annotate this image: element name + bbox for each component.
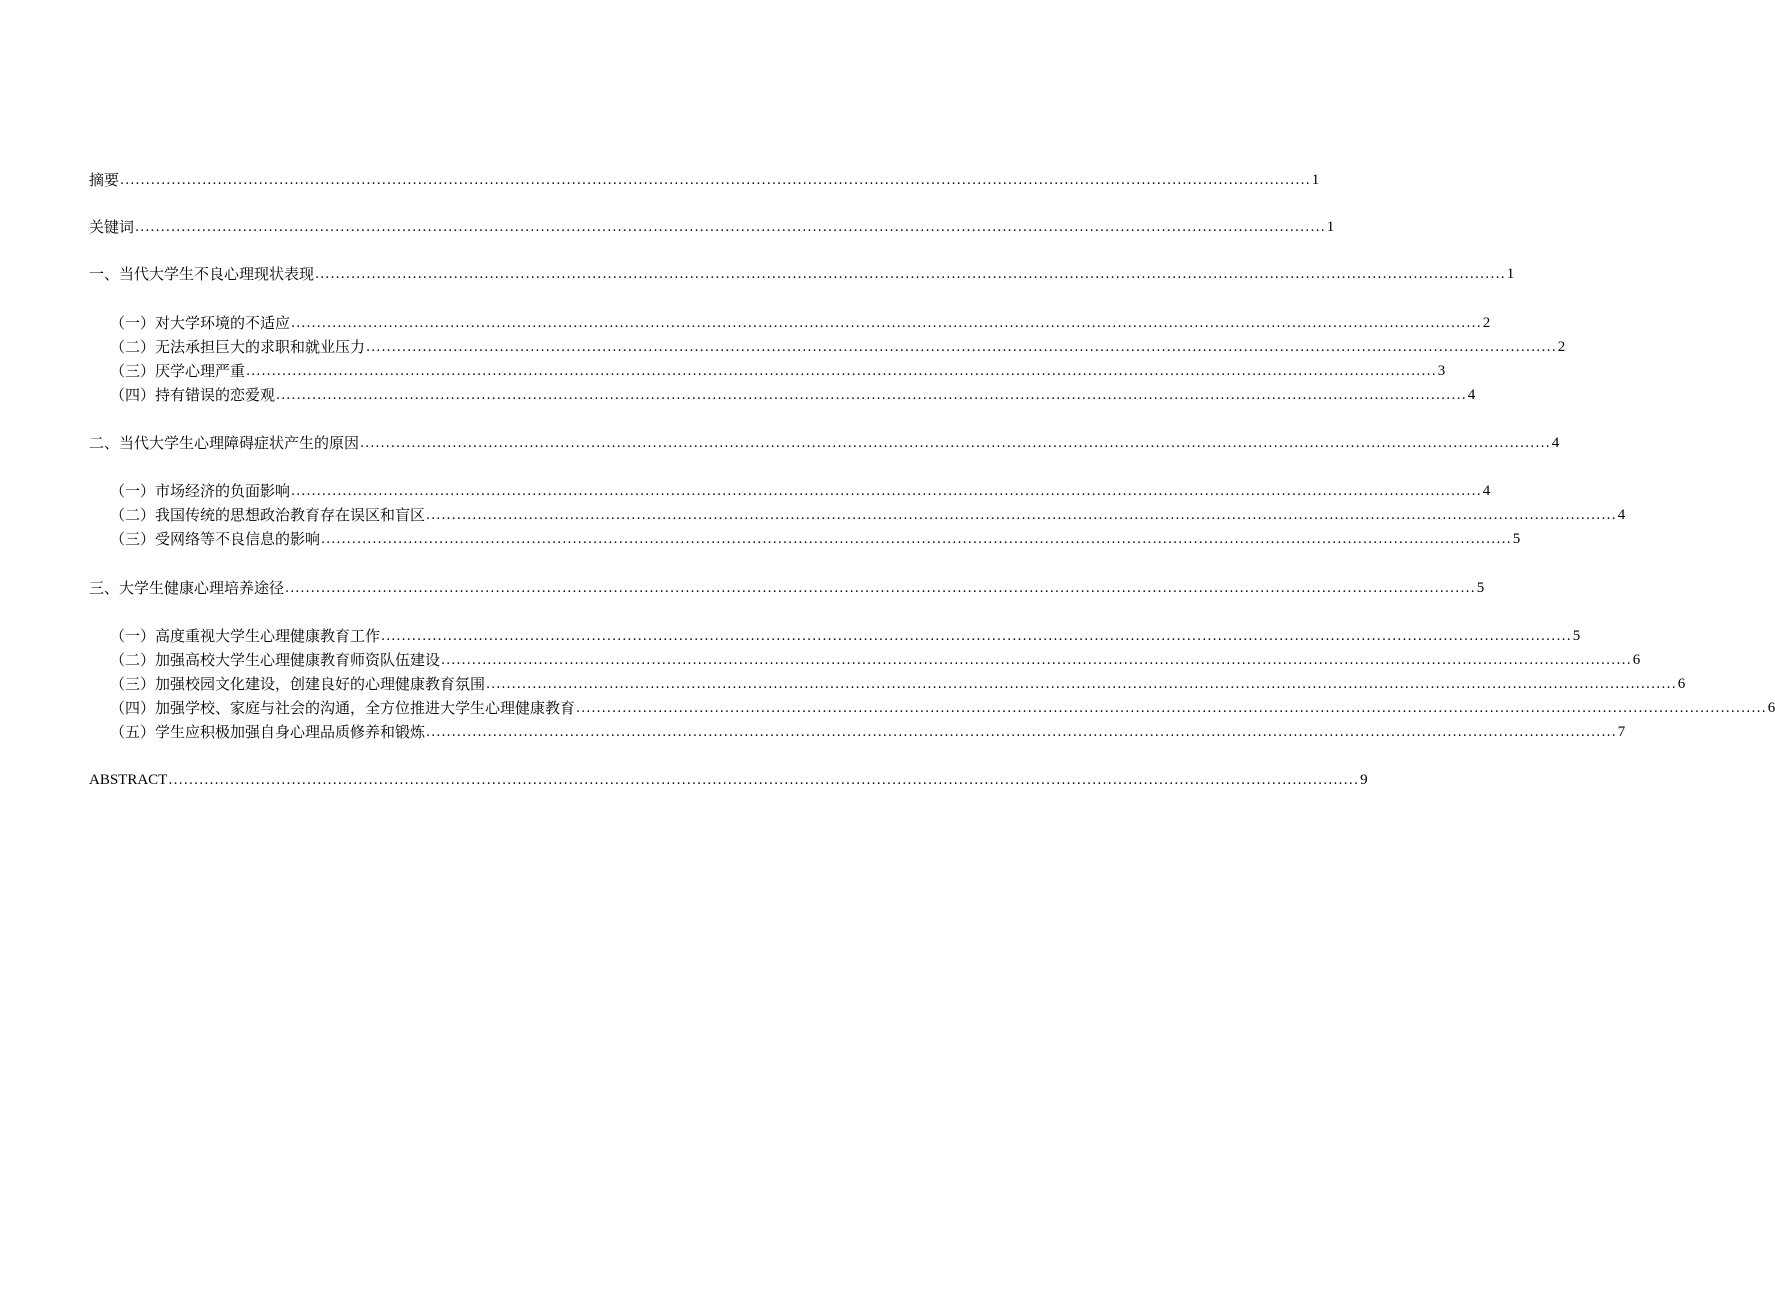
toc-entry-abstract-en[interactable] [89, 767, 1368, 789]
toc-leader-dots: ........................................................................................................................................................................................................................................ [426, 725, 1617, 740]
toc-leader-dots: ........................................................................................................................................................................................................................................ [441, 653, 1632, 668]
toc-leader-dots: ........................................................................................................................................................................................................................................ [315, 267, 1506, 282]
toc-entry-section-2-3[interactable] [110, 526, 1521, 548]
toc-leader-dots: ........................................................................................................................................................................................................................................ [576, 701, 1767, 716]
toc-entry-page: 5 [1572, 628, 1581, 644]
toc-entry-title: （三）加强校园文化建设，创建良好的心理健康教育氛围 [110, 675, 486, 693]
toc-entry-section-3-1[interactable] [110, 623, 1581, 645]
toc-entry-section-2-1[interactable] [110, 478, 1491, 500]
toc-leader-dots: ........................................................................................................................................................................................................................................ [366, 340, 1557, 355]
toc-entry-section-1[interactable] [89, 261, 1515, 283]
toc-entry-title: （三）受网络等不良信息的影响 [110, 530, 321, 548]
toc-entry-page: 5 [1512, 531, 1521, 547]
toc-entry-title: （四）加强学校、家庭与社会的沟通，全方位推进大学生心理健康教育 [110, 699, 576, 717]
toc-entry-page: 2 [1482, 315, 1491, 331]
toc-entry-section-2[interactable] [89, 430, 1560, 452]
toc-leader-dots: ........................................................................................................................................................................................................................................ [246, 364, 1437, 379]
toc-leader-dots: ........................................................................................................................................................................................................................................ [168, 773, 1360, 788]
toc-leader-dots: ........................................................................................................................................................................................................................................ [360, 436, 1551, 451]
toc-leader-dots: ........................................................................................................................................................................................................................................ [276, 388, 1467, 403]
toc-entry-page: 1 [1506, 266, 1515, 282]
toc-entry-title: （二）加强高校大学生心理健康教育师资队伍建设 [110, 651, 441, 669]
toc-leader-dots: ........................................................................................................................................................................................................................................ [120, 173, 1311, 188]
toc-leader-dots: ........................................................................................................................................................................................................................................ [381, 629, 1572, 644]
toc-entry-title: 一、当代大学生不良心理现状表现 [89, 265, 315, 283]
toc-entry-title: （五）学生应积极加强自身心理品质修养和锻炼 [110, 723, 426, 741]
toc-entry-page: 5 [1476, 580, 1485, 596]
toc-leader-dots: ........................................................................................................................................................................................................................................ [135, 220, 1326, 235]
toc-entry-page: 1 [1326, 219, 1335, 235]
toc-entry-page: 4 [1467, 387, 1476, 403]
toc-entry-section-1-3[interactable] [110, 358, 1446, 380]
toc-entry-page: 4 [1617, 507, 1626, 523]
toc-leader-dots: ........................................................................................................................................................................................................................................ [426, 508, 1617, 523]
toc-entry-page: 4 [1482, 483, 1491, 499]
toc-entry-page: 6 [1767, 700, 1775, 716]
toc-leader-dots: ........................................................................................................................................................................................................................................ [486, 677, 1677, 692]
toc-entry-page: 7 [1617, 724, 1626, 740]
toc-entry-title: （三）厌学心理严重 [110, 362, 246, 380]
toc-entry-title: （四）持有错误的恋爱观 [110, 386, 276, 404]
toc-entry-section-3-4[interactable] [110, 695, 1775, 717]
toc-entry-title: （一）对大学环境的不适应 [110, 314, 291, 332]
toc-entry-title: 三、大学生健康心理培养途径 [89, 579, 285, 597]
toc-entry-title: （二）我国传统的思想政治教育存在误区和盲区 [110, 506, 426, 524]
toc-entry-section-3-5[interactable] [110, 719, 1626, 741]
toc-entry-abstract-cn[interactable] [89, 167, 1320, 189]
toc-entry-title: 二、当代大学生心理障碍症状产生的原因 [89, 434, 360, 452]
toc-entry-section-1-4[interactable] [110, 382, 1476, 404]
toc-entry-keywords[interactable] [89, 214, 1335, 236]
toc-entry-page: 9 [1360, 772, 1368, 788]
toc-entry-title: （二）无法承担巨大的求职和就业压力 [110, 338, 366, 356]
toc-entry-title: 摘要 [89, 171, 120, 189]
toc-entry-section-3-3[interactable] [110, 671, 1686, 693]
toc-entry-page: 1 [1311, 172, 1320, 188]
toc-entry-title: 关键词 [89, 218, 135, 236]
toc-entry-page: 3 [1437, 363, 1446, 379]
toc-leader-dots: ........................................................................................................................................................................................................................................ [285, 581, 1476, 596]
toc-entry-title: （一）高度重视大学生心理健康教育工作 [110, 627, 381, 645]
toc-entry-section-2-2[interactable] [110, 502, 1626, 524]
toc-leader-dots: ........................................................................................................................................................................................................................................ [321, 532, 1512, 547]
toc-entry-page: 6 [1632, 652, 1641, 668]
toc-entry-page: 6 [1677, 676, 1686, 692]
toc-entry-page: 4 [1551, 435, 1560, 451]
toc-entry-title: ABSTRACT [89, 772, 168, 788]
toc-entry-section-3[interactable] [89, 575, 1485, 597]
toc-entry-section-1-2[interactable] [110, 334, 1566, 356]
toc-entry-title: （一）市场经济的负面影响 [110, 482, 291, 500]
toc-entry-section-1-1[interactable] [110, 310, 1491, 332]
toc-leader-dots: ........................................................................................................................................................................................................................................ [291, 316, 1482, 331]
toc-entry-page: 2 [1557, 339, 1566, 355]
toc-entry-section-3-2[interactable] [110, 647, 1641, 669]
toc-leader-dots: ........................................................................................................................................................................................................................................ [291, 484, 1482, 499]
